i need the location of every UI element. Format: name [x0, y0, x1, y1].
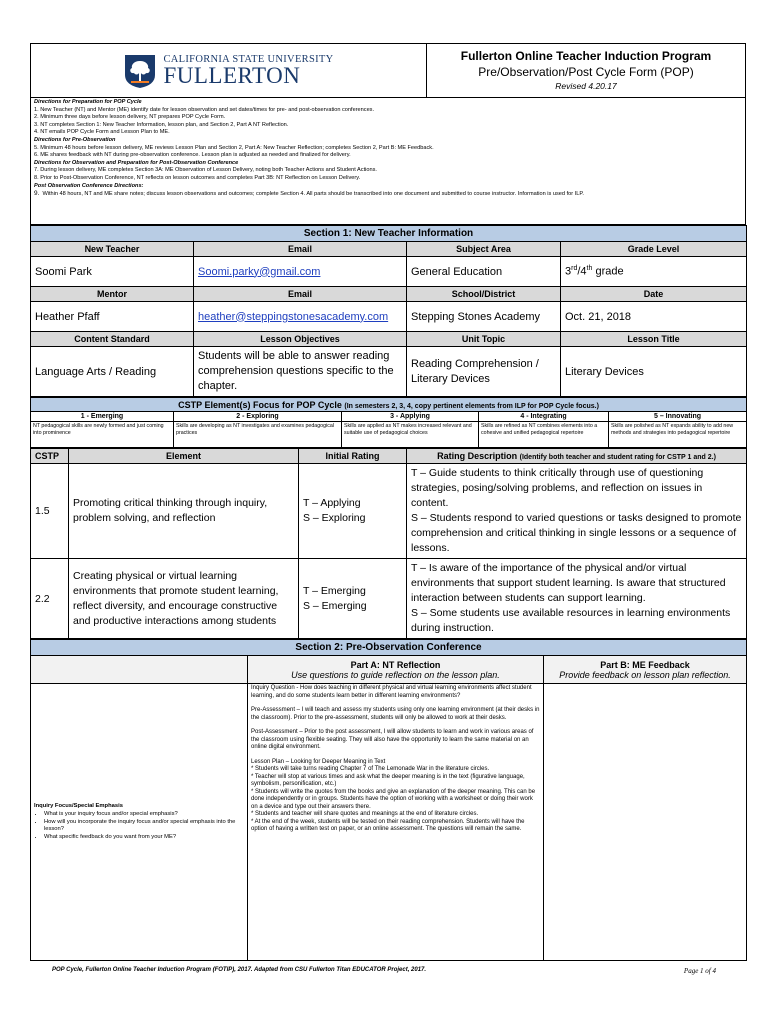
- form-title: Pre/Observation/Post Cycle Form (POP): [478, 65, 694, 79]
- level-integrating: 4 - Integrating: [479, 412, 609, 422]
- lesson-plan-line: * Students will take turns reading Chapter 7 of The Lemonade War in the literature circles.: [251, 766, 490, 772]
- grade-end: grade: [592, 265, 624, 278]
- cstp-rating-desc: T – Is aware of the importance of the physical and/or virtual environments that support student learning. Is aware that structured interaction between students can support learning. S – Some students use available resources in learning environments during instruction.: [407, 559, 747, 639]
- direction-item: 5. Minimum 48 hours before lesson delivery, ME reviews Lesson Plan and Section 2, Part A: New Teacher Reflection; completes Section 2, Part B: ME Feedback.: [34, 144, 434, 151]
- header-date: Date: [561, 287, 747, 302]
- direction-item: 1. New Teacher (NT) and Mentor (ME) identify date for lesson observation and set dates/times for pre- and post-observation conferences.: [34, 106, 375, 113]
- table-row: [31, 464, 747, 559]
- nt-paragraph: Inquiry Question - How does teaching in different physical and virtual learning environments affect student learning, and do some students learn better in different learning environments?: [251, 685, 532, 699]
- rating-student: S – Emerging: [303, 599, 367, 612]
- cstp-number: 1.5: [31, 464, 69, 559]
- direction-item: [34, 190, 742, 199]
- section1-title: Section 1: New Teacher Information: [31, 226, 747, 242]
- list-item: • How will you incorporate the inquiry focus and/or special emphasis into the lesson?: [44, 819, 244, 834]
- subject-area-value: General Education: [407, 257, 561, 287]
- me-feedback-cell[interactable]: [544, 684, 747, 961]
- grade-num: 3: [565, 265, 572, 278]
- cstp-number: 2.2: [31, 559, 69, 639]
- grade-sup: rd: [571, 265, 578, 273]
- table-row: [31, 559, 747, 639]
- level-applying: 3 - Applying: [342, 412, 479, 422]
- header-element: Element: [69, 449, 299, 464]
- grade-mid: /4: [577, 265, 587, 278]
- header-mentor-email: Email: [194, 287, 407, 302]
- level-integrating-desc: Skills are refined as NT combines elements into a cohesive and unified pedagogical repertoire: [479, 422, 609, 448]
- nt-reflection-cell: [248, 684, 544, 961]
- partA-header: [248, 656, 544, 684]
- level-exploring-desc: Skills are developing as NT investigates and examines pedagogical practices: [174, 422, 342, 448]
- header-email: Email: [194, 242, 407, 257]
- rating-desc-label: Rating Description: [437, 451, 518, 461]
- level-emerging-desc: NT pedagogical skills are newly formed and just coming into prominence: [31, 422, 174, 448]
- rating-desc-note: (Identify both teacher and student rating for CSTP 1 and 2.): [519, 454, 716, 461]
- header-unit-topic: Unit Topic: [407, 332, 561, 347]
- grade-level-value: [561, 257, 747, 287]
- cstp-initial-rating: [299, 559, 407, 639]
- directions-heading: Directions for Pre-Observation: [34, 136, 116, 143]
- section2-table: [30, 639, 747, 961]
- lesson-plan-line: * Students and teacher will share quotes and meanings at the end of literature circles.: [251, 811, 479, 817]
- lesson-plan-line: * At the end of the week, students will be tested on their reading comprehension. Students will have the option of having a written test on paper, or an online assessment. The questions will remain the same.: [251, 818, 525, 832]
- lesson-plan-line: * Teacher will stop at various times and ask what the deeper meaning is in the text (figurative language, symbolism, personification, etc.): [251, 773, 525, 787]
- partB-title: Part B: ME Feedback: [600, 659, 690, 670]
- logo-campus-name: FULLERTON: [163, 63, 301, 88]
- partB-header: [544, 656, 747, 684]
- school-value: Stepping Stones Academy: [407, 302, 561, 332]
- direction-item: 3. NT completes Section 1: New Teacher Information, lesson plan, and Section 2, Part A NT Reflection.: [34, 121, 289, 128]
- partA-subtitle: Use questions to guide reflection on the lesson plan.: [291, 669, 500, 680]
- new-teacher-email-link[interactable]: Soomi.parky@gmail.com: [198, 265, 321, 278]
- list-item: • What specific feedback do you want from your ME?: [44, 834, 244, 841]
- new-teacher-email-cell: [194, 257, 407, 287]
- section2-title: Section 2: Pre-Observation Conference: [31, 640, 747, 656]
- directions-block: [30, 98, 746, 225]
- header-cstp: CSTP: [31, 449, 69, 464]
- direction-item: 2. Minimum three days before lesson delivery, NT prepares POP Cycle Form.: [34, 114, 226, 121]
- logo-university-name: CALIFORNIA STATE UNIVERSITY: [163, 54, 334, 65]
- level-emerging: 1 - Emerging: [31, 412, 174, 422]
- page-footer: [52, 967, 716, 975]
- mentor-email-cell: [194, 302, 407, 332]
- header-grade-level: Grade Level: [561, 242, 747, 257]
- revised-date: Revised 4.20.17: [555, 81, 617, 91]
- header-lesson-title: Lesson Title: [561, 332, 747, 347]
- direction-text: Within 48 hours, NT and ME share notes; discuss lesson observations and outcomes; complete Section 4. All parts should be transcribed into one document and submitted to course instructor. Information is used for ILP.: [42, 191, 584, 198]
- cstp-rating-desc: T – Guide students to think critically through use of questioning strategies, posing/solving problems, and reflection on issues in content. S – Students respond to varied questions or tasks designed to promote comprehension and critical thinking in single lessons or a sequence of lessons.: [407, 464, 747, 559]
- header-subject-area: Subject Area: [407, 242, 561, 257]
- mentor-email-link[interactable]: heather@steppingstonesacademy.com: [198, 310, 389, 323]
- cstp-element: Creating physical or virtual learning environments that promote student learning, reflect diversity, and encourage constructive and productive interactions among students: [69, 559, 299, 639]
- university-logo: [31, 44, 427, 97]
- header-school-district: School/District: [407, 287, 561, 302]
- inquiry-list: [34, 811, 244, 841]
- rating-teacher: T – Applying: [303, 497, 361, 509]
- program-title: Fullerton Online Teacher Induction Program: [460, 49, 712, 63]
- lesson-plan-line: Lesson Plan – Looking for Deeper Meaning in Text: [251, 758, 386, 765]
- direction-item: 6. ME shares feedback with NT during pre-observation conference. Lesson plan is adjusted as needed and finalized for delivery.: [34, 152, 351, 159]
- form-title-block: [427, 44, 745, 97]
- cstp-title: [31, 398, 747, 412]
- directions-heading: Post Observation Conference Directions:: [34, 182, 144, 189]
- rating-student: S – Exploring: [303, 512, 366, 524]
- nt-paragraph: Pre-Assessment – I will teach and assess my students using only one learning environment (at their desks in the classroom). Prior to the pre-assessment, students will only be allowed to work at their desks.: [251, 707, 540, 721]
- section1-table: [30, 225, 747, 397]
- level-innovating: 5 – Innovating: [609, 412, 747, 422]
- level-innovating-desc: Skills are polished as NT expands ability to add new methods and strategies into pedagogical repertoire: [609, 422, 747, 448]
- cstp-ratings-table: [30, 448, 747, 639]
- list-item: • What is your inquiry focus and/or special emphasis?: [44, 811, 244, 818]
- inquiry-focus-cell: [31, 684, 248, 961]
- direction-item: 8. Prior to Post-Observation Conference, NT reflects on lesson outcomes and completes Part 3B: NT Reflection on Lesson Delivery.: [34, 174, 361, 181]
- date-value: Oct. 21, 2018: [561, 302, 747, 332]
- inquiry-heading: Inquiry Focus/Special Emphasis: [34, 802, 123, 809]
- cstp-levels-table: [30, 397, 747, 448]
- lesson-objectives-value: Students will be able to answer reading comprehension questions specific to the chapter.: [194, 347, 407, 397]
- form-page: [30, 43, 746, 961]
- lesson-title-value: Literary Devices: [561, 347, 747, 397]
- cstp-element: Promoting critical thinking through inquiry, problem solving, and reflection: [69, 464, 299, 559]
- level-exploring: 2 - Exploring: [174, 412, 342, 422]
- header-rating-description: [407, 449, 747, 464]
- rating-teacher: T – Emerging: [303, 584, 366, 597]
- form-header: [30, 43, 746, 98]
- cstp-title-text: CSTP Element(s) Focus for POP Cycle: [178, 399, 342, 410]
- direction-item: 4. NT emails POP Cycle Form and Lesson Plan to ME.: [34, 129, 170, 136]
- tree-seal-icon: [123, 53, 157, 89]
- header-initial-rating: Initial Rating: [299, 449, 407, 464]
- directions-heading: Directions for Observation and Preparation for Post-Observation Conference: [34, 159, 239, 166]
- unit-topic-value: Reading Comprehension / Literary Devices: [407, 347, 561, 397]
- mentor-name: Heather Pfaff: [31, 302, 194, 332]
- lesson-plan-line: * Students will write the quotes from the books and give an explanation of the deeper meaning. This can be done independently or in groups. Students have the option of working with a worksheet or doing their work on a device and type out their answers there.: [251, 788, 536, 810]
- cstp-title-note: (In semesters 2, 3, 4, copy pertinent elements from ILP for POP Cycle focus.): [344, 402, 599, 410]
- header-lesson-objectives: Lesson Objectives: [194, 332, 407, 347]
- header-content-standard: Content Standard: [31, 332, 194, 347]
- footer-citation: POP Cycle, Fullerton Online Teacher Induction Program (FOTIP), 2017. Adapted from CSU Fullerton Titan EDUCATOR Project, 2017.: [52, 967, 427, 973]
- page-number: Page 1 of 4: [683, 967, 716, 975]
- directions-heading: Directions for Preparation for POP Cycle: [34, 99, 142, 105]
- grade-sup: th: [586, 265, 593, 273]
- direction-item: 7. During lesson delivery, ME completes Section 3A: ME Observation of Lesson Delivery, noting both Teacher Actions and Student Actions.: [34, 167, 377, 174]
- blank-header-cell: [31, 656, 248, 684]
- new-teacher-name: Soomi Park: [31, 257, 194, 287]
- cstp-initial-rating: [299, 464, 407, 559]
- partB-subtitle: Provide feedback on lesson plan reflection.: [559, 669, 731, 680]
- nt-paragraph: Post-Assessment – Prior to the post assessment, I will allow students to learn and work in various areas of the classroom using flexible seating. They will also have the opportunity to learn the same material on an online digital environment.: [251, 729, 534, 750]
- content-standard-value: Language Arts / Reading: [31, 347, 194, 397]
- partA-title: Part A: NT Reflection: [350, 659, 441, 670]
- level-applying-desc: Skills are applied as NT makes increased relevant and suitable use of pedagogical choices: [342, 422, 479, 448]
- direction-number: 9.: [34, 190, 40, 198]
- header-new-teacher: New Teacher: [31, 242, 194, 257]
- header-mentor: Mentor: [31, 287, 194, 302]
